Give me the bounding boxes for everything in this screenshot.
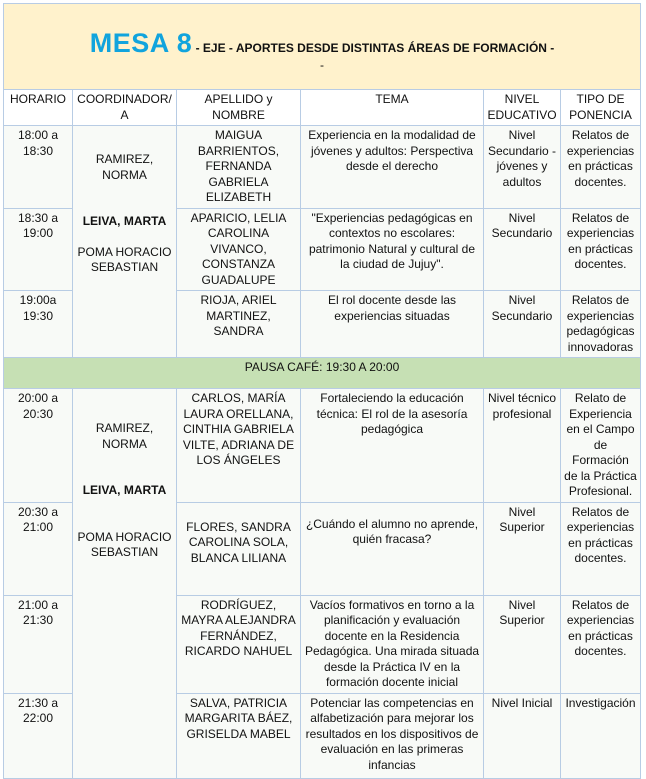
nivel-educativo: Nivel técnico profesional (484, 389, 561, 503)
tipo-ponencia: Relatos de experiencias en prácticas docentes. (561, 126, 641, 209)
col-header-apellido-nombre: APELLIDO y NOMBRE (177, 90, 301, 126)
eje-subtitle: - EJE - APORTES DESDE DISTINTAS ÁREAS DE FORMACIÓN - (192, 40, 555, 55)
presenter-names: SALVA, PATRICIA MARGARITA BÁEZ, GRISELDA MABEL (177, 693, 301, 778)
tipo-ponencia: Relatos de experiencias en prácticas docentes. (561, 208, 641, 291)
title-trailing-dash: - (320, 58, 324, 72)
table-row (4, 126, 641, 209)
tipo-ponencia: Relatos de experiencias pedagógicas innovadoras (561, 291, 641, 358)
schedule-table (3, 3, 641, 779)
col-header-coordinador: COORDINADOR/ A (73, 90, 177, 126)
title-banner (4, 4, 641, 90)
time-slot: 21:30 a 22:00 (4, 693, 73, 778)
coordinator-name: POMA HORACIO SEBASTIAN (77, 244, 172, 274)
time-slot: 19:00a 19:30 (4, 291, 73, 358)
col-header-nivel-educativo: NIVEL EDUCATIVO (484, 90, 561, 126)
tema-text: Fortaleciendo la educación técnica: El rol de la asesoría pedagógica (301, 389, 484, 503)
coffee-break-label: PAUSA CAFÉ: 19:30 A 20:00 (4, 358, 641, 389)
coordinator-name: RAMIREZ, NORMA (95, 152, 154, 182)
nivel-educativo: Nivel Inicial (484, 693, 561, 778)
table-row (4, 389, 641, 503)
nivel-educativo: Nivel Secundario (484, 291, 561, 358)
coordinator-name: LEIVA, MARTA (82, 214, 167, 228)
pause-row (4, 358, 641, 389)
presenter-names: MAIGUA BARRIENTOS, FERNANDA GABRIELA ELIZABETH (177, 126, 301, 209)
coordinator-name: POMA HORACIO SEBASTIAN (77, 529, 172, 559)
tipo-ponencia: Relatos de experiencias en prácticas docentes. (561, 502, 641, 595)
tema-text: Vacíos formativos en torno a la planificación y evaluación docente en la Residencia Pedagógica. Una mirada situada desde la Práctica IV en la formación docente inicial (301, 595, 484, 693)
time-slot: 21:00 a 21:30 (4, 595, 73, 693)
col-header-tipo-ponencia: TIPO DE PONENCIA (561, 90, 641, 126)
nivel-educativo: Nivel Superior (484, 595, 561, 693)
presenter-names: RIOJA, ARIEL MARTINEZ, SANDRA (177, 291, 301, 358)
time-slot: 20:30 a 21:00 (4, 502, 73, 595)
presenter-names: APARICIO, LELIA CAROLINA VIVANCO, CONSTANZA GUADALUPE (177, 208, 301, 291)
nivel-educativo: Nivel Secundario (484, 208, 561, 291)
coordinators-cell (73, 126, 177, 358)
tema-text: Experiencia en la modalidad de jóvenes y adultos: Perspectiva desde el derecho (301, 126, 484, 209)
nivel-educativo: Nivel Superior (484, 502, 561, 595)
presenter-names: FLORES, SANDRA CAROLINA SOLA, BLANCA LILIANA (177, 502, 301, 595)
presenter-names: CARLOS, MARÍA LAURA ORELLANA, CINTHIA GABRIELA VILTE, ADRIANA DE LOS ÁNGELES (177, 389, 301, 503)
title-row (4, 4, 641, 90)
nivel-educativo: Nivel Secundario - jóvenes y adultos (484, 126, 561, 209)
column-header-row (4, 90, 641, 126)
coordinator-name: LEIVA, MARTA (82, 483, 167, 497)
tipo-ponencia: Investigación (561, 693, 641, 778)
mesa-title: MESA 8 (89, 27, 193, 58)
tema-text: El rol docente desde las experiencias situadas (301, 291, 484, 358)
tema-text: "Experiencias pedagógicas en contextos no escolares: patrimonio Natural y cultural de la ciudad de Jujuy". (301, 208, 484, 291)
tipo-ponencia: Relato de Experiencia en el Campo de Formación de la Práctica Profesional. (561, 389, 641, 503)
tema-text: Potenciar las competencias en alfabetización para mejorar los resultados en los dispositivos de evaluación en las primeras infancias (301, 693, 484, 778)
time-slot: 18:30 a 19:00 (4, 208, 73, 291)
col-header-tema: TEMA (301, 90, 484, 126)
tema-text: ¿Cuándo el alumno no aprende, quién fracasa? (301, 502, 484, 595)
coordinators-cell (73, 389, 177, 779)
coordinator-name: RAMIREZ, NORMA (95, 421, 154, 451)
tipo-ponencia: Relatos de experiencias en prácticas docentes. (561, 595, 641, 693)
col-header-horario: HORARIO (4, 90, 73, 126)
time-slot: 18:00 a 18:30 (4, 126, 73, 209)
time-slot: 20:00 a 20:30 (4, 389, 73, 503)
presenter-names: RODRÍGUEZ, MAYRA ALEJANDRA FERNÁNDEZ, RICARDO NAHUEL (177, 595, 301, 693)
